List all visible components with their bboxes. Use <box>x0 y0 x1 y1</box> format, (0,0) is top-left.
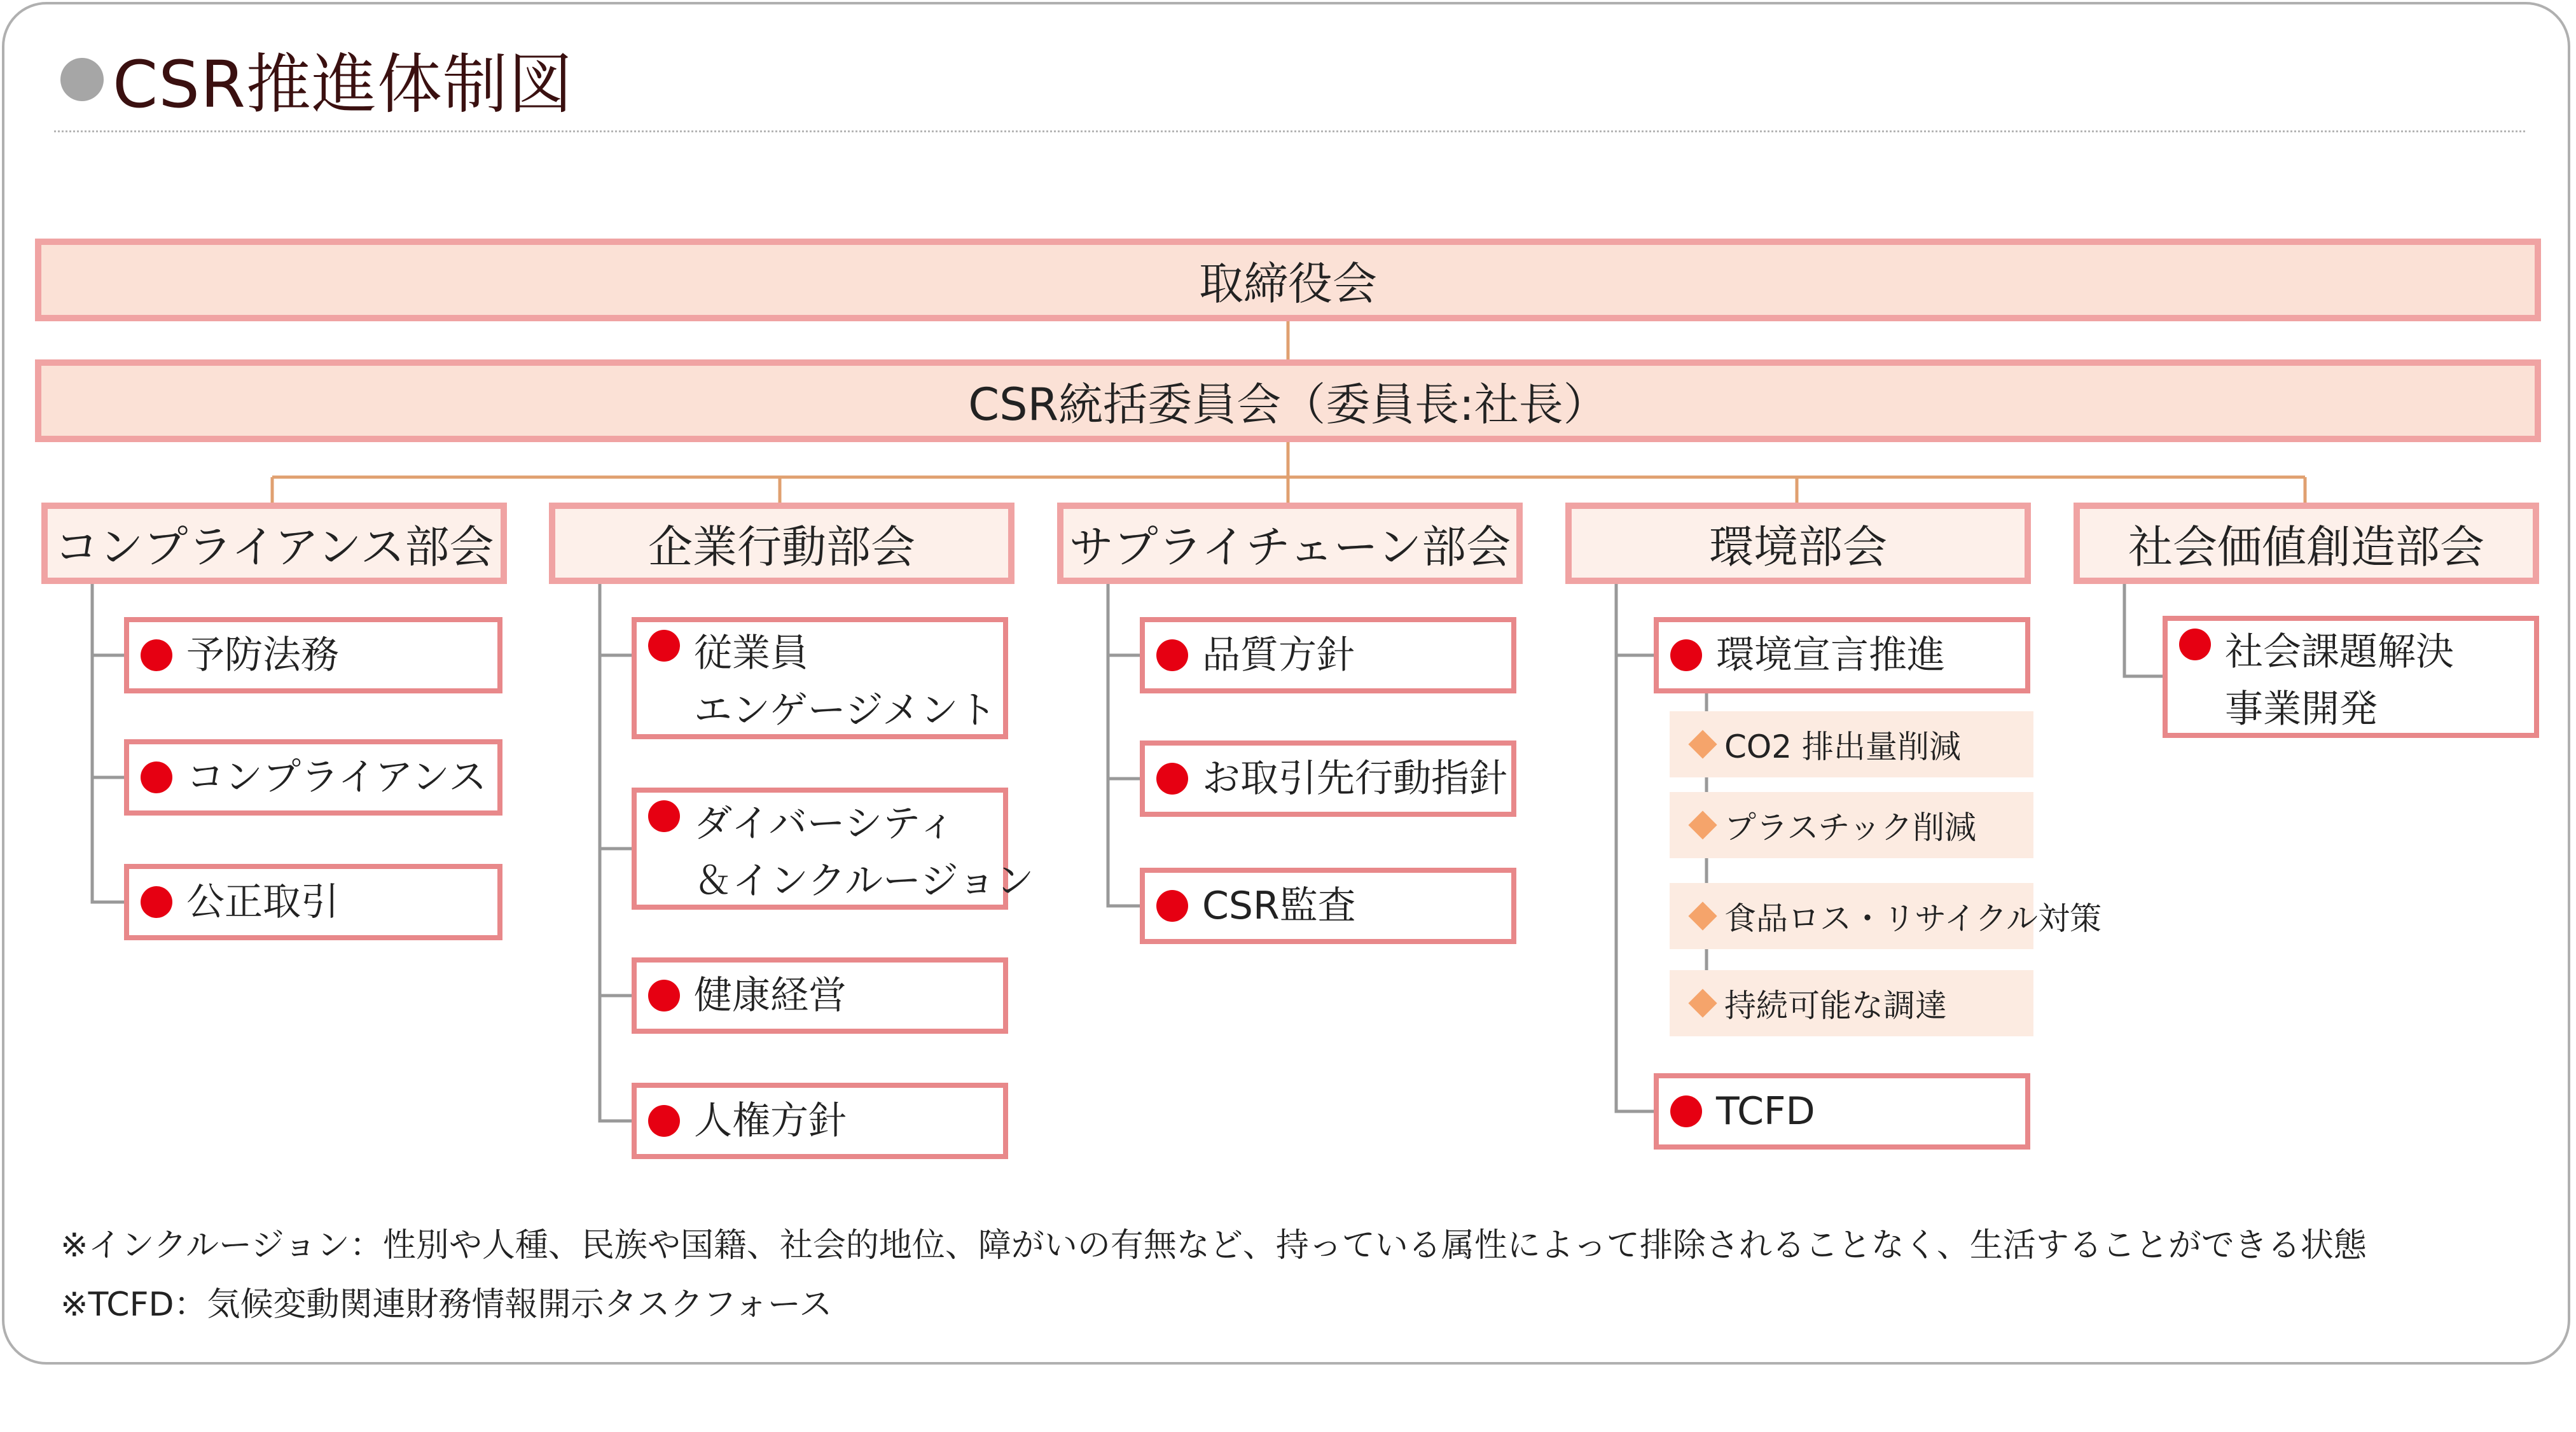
item-label: 環境宣言推進 <box>1716 633 1945 678</box>
item-label: 健康経営 <box>694 973 847 1018</box>
list-item <box>1140 868 1516 944</box>
dept-label: 社会価値創造部会 <box>2128 520 2484 573</box>
dept4-spine <box>1616 584 1654 1111</box>
footnote-tcfd: ※TCFD：気候変動関連財務情報開示タスクフォース <box>60 1286 833 1324</box>
item-label: 予防法務 <box>186 633 339 678</box>
bullet-icon <box>648 980 680 1011</box>
dept-compliance <box>41 503 507 584</box>
dept1-spine <box>92 584 124 902</box>
item-label: 品質方針 <box>1202 633 1355 678</box>
list-item <box>632 957 1008 1034</box>
bullet-icon <box>648 1105 680 1137</box>
bullet-icon <box>141 639 172 671</box>
bullet-icon <box>1670 639 1702 671</box>
bullet-icon <box>141 886 172 918</box>
item-label-block <box>694 795 1034 910</box>
diamond-icon <box>1688 901 1717 930</box>
list-item <box>1140 740 1516 817</box>
diamond-icon <box>1688 810 1717 839</box>
dept3-spine <box>1108 584 1140 906</box>
item-label-block <box>694 625 997 739</box>
sub-item <box>1670 883 2102 949</box>
bullet-icon <box>1670 1095 1702 1127</box>
board-label: 取締役会 <box>1199 257 1377 310</box>
bullet-icon <box>2179 629 2211 660</box>
item-label: コンプライアンス <box>186 755 487 800</box>
item-label: お取引先行動指針 <box>1202 756 1507 801</box>
dept-social-value <box>2074 503 2539 584</box>
board-of-directors-box <box>35 239 2541 321</box>
item-label-line2: エンゲージメント <box>694 688 997 733</box>
item-label-line2: ＆インクルージョン <box>694 859 1034 903</box>
bullet-icon <box>1156 763 1188 795</box>
sub-item <box>1670 970 2033 1036</box>
dept-corporate-conduct <box>549 503 1014 584</box>
item-label: 公正取引 <box>186 880 339 924</box>
list-item <box>1654 617 2030 693</box>
sub-item-label: プラスチック削減 <box>1724 809 1976 846</box>
diamond-icon <box>1688 730 1717 758</box>
item-label-line1: ダイバーシティ <box>694 802 956 846</box>
bullet-icon <box>648 800 680 832</box>
list-item <box>2163 616 2539 738</box>
committee-label: CSR統括委員会（委員長:社長） <box>968 378 1608 431</box>
page-title: CSR推進体制図 <box>113 47 574 123</box>
bullet-icon <box>141 761 172 793</box>
list-item <box>1654 1073 2030 1150</box>
dept-label: 企業行動部会 <box>648 520 915 573</box>
list-item <box>124 739 502 816</box>
bullet-icon <box>1156 890 1188 922</box>
bullet-icon <box>1156 639 1188 671</box>
sub-item-label: 持続可能な調達 <box>1724 987 1947 1024</box>
sub-item-label: 食品ロス・リサイクル対策 <box>1724 900 2102 937</box>
list-item <box>632 788 1034 910</box>
sub-item <box>1670 792 2033 858</box>
dept-label: コンプライアンス部会 <box>54 520 494 573</box>
csr-committee-box <box>35 359 2541 442</box>
item-label-line1: 従業員 <box>694 631 808 676</box>
dept-label: 環境部会 <box>1709 520 1887 573</box>
list-item <box>632 1083 1008 1159</box>
diamond-icon <box>1688 989 1717 1017</box>
list-item <box>124 864 502 940</box>
list-item <box>632 617 1008 739</box>
sub-item <box>1670 711 2033 777</box>
bullet-icon <box>648 630 680 662</box>
list-item <box>124 617 502 693</box>
item-label: CSR監査 <box>1202 884 1356 928</box>
item-label: TCFD <box>1716 1089 1815 1134</box>
footnote-inclusion: ※インクルージョン：性別や人種、民族や国籍、社会的地位、障がいの有無など、持っている属性によって排除されることなく、生活することができる状態 <box>60 1227 2367 1265</box>
dept5-spine <box>2124 584 2163 676</box>
dept-environment <box>1565 503 2031 584</box>
item-label: 人権方針 <box>694 1099 847 1143</box>
item-label-block <box>2225 623 2454 738</box>
dept2-spine <box>600 584 632 1121</box>
item-label-line1: 社会課題解決 <box>2225 630 2454 674</box>
dept-supply-chain <box>1057 503 1523 584</box>
list-item <box>1140 617 1516 693</box>
item-label-line2: 事業開発 <box>2225 687 2378 732</box>
dept-label: サプライチェーン部会 <box>1069 520 1511 573</box>
sub-item-label: CO2 排出量削減 <box>1724 728 1961 765</box>
